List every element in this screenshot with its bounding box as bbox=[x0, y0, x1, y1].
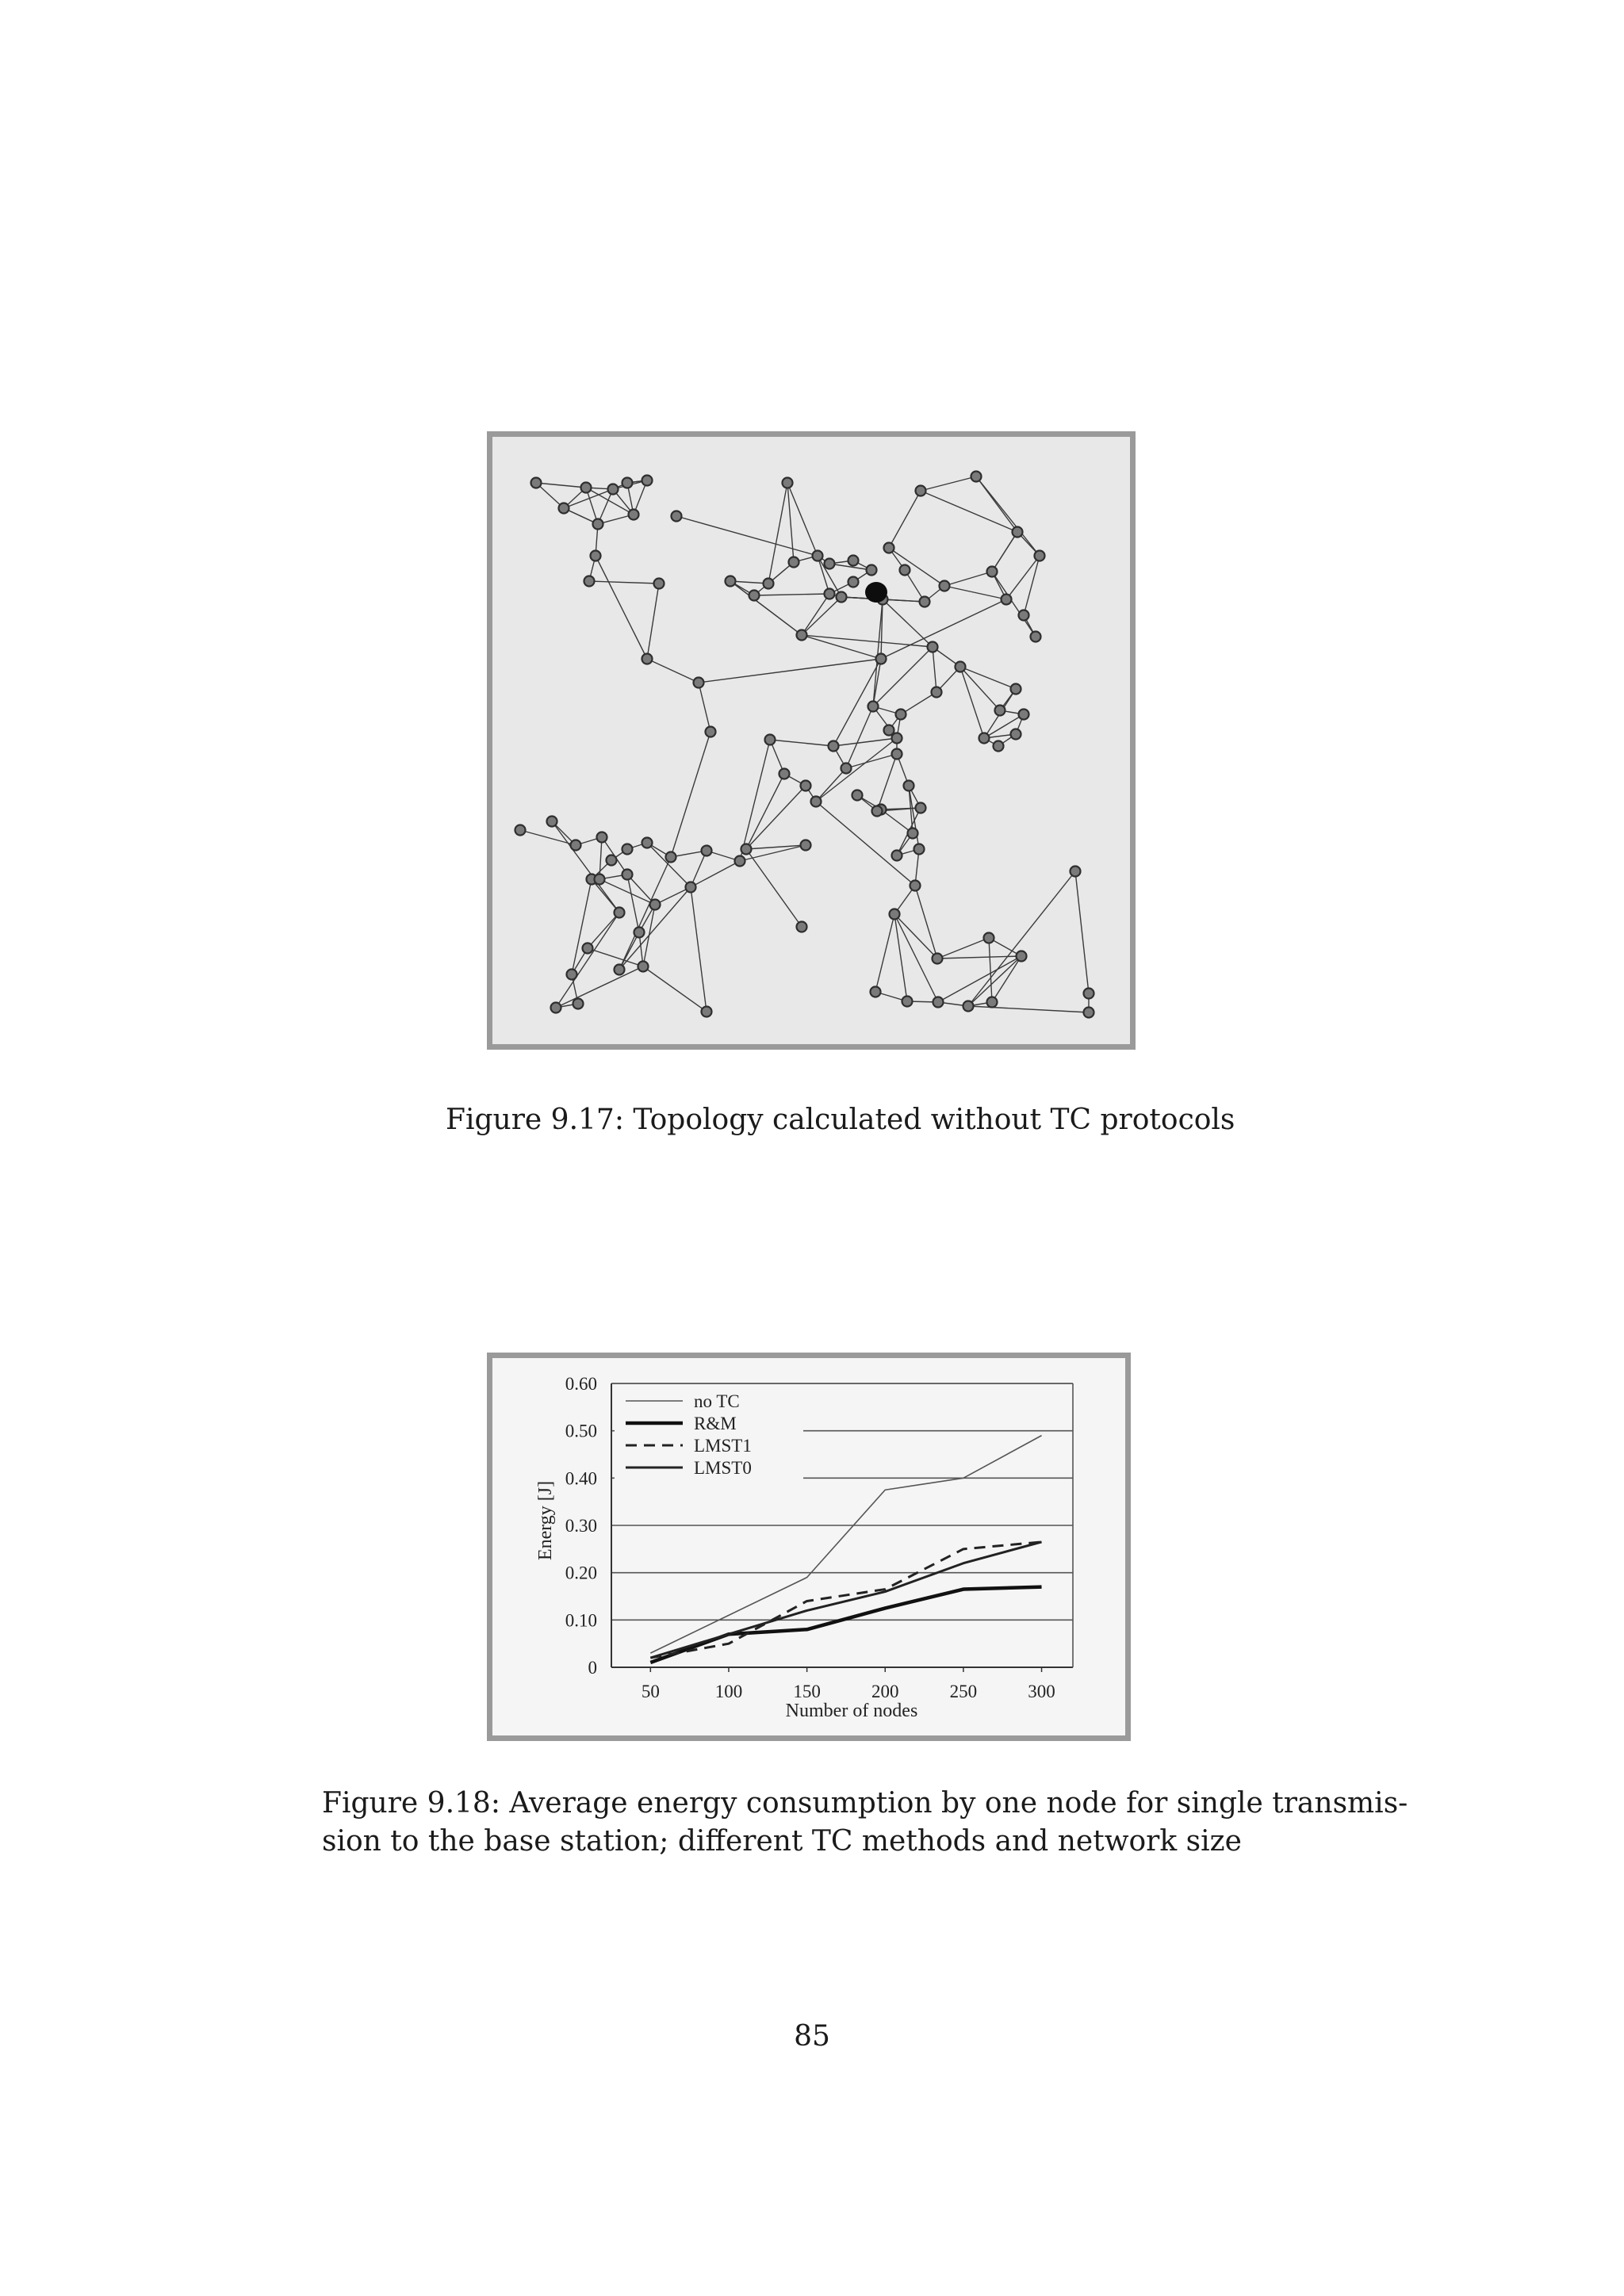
topology-edge bbox=[992, 572, 1036, 637]
topology-edge bbox=[647, 659, 699, 683]
figure-caption-9-18-line1: Figure 9.18: Average energy consumption by one node for single transmis- bbox=[322, 1787, 1408, 1820]
topology-edge bbox=[647, 584, 659, 659]
topology-node bbox=[607, 855, 617, 866]
topology-node bbox=[634, 928, 645, 938]
topology-edge bbox=[746, 786, 806, 849]
topology-node bbox=[900, 565, 910, 576]
topology-edge bbox=[937, 956, 1021, 959]
y-tick-label: 0.40 bbox=[565, 1468, 597, 1489]
y-tick-label: 0.60 bbox=[565, 1374, 597, 1394]
topology-node bbox=[622, 844, 633, 855]
topology-node bbox=[1084, 1008, 1094, 1018]
x-tick-label: 100 bbox=[714, 1682, 743, 1701]
topology-node bbox=[884, 543, 894, 553]
topology-node bbox=[629, 510, 639, 520]
topology-node bbox=[551, 1003, 561, 1013]
topology-edge bbox=[740, 740, 770, 861]
topology-node bbox=[801, 781, 811, 791]
topology-node bbox=[825, 559, 835, 569]
topology-node bbox=[764, 579, 774, 589]
topology-node bbox=[1035, 551, 1045, 561]
topology-node bbox=[848, 556, 859, 566]
topology-node bbox=[920, 597, 930, 607]
topology-edge bbox=[627, 874, 639, 932]
topology-node bbox=[884, 725, 894, 736]
topology-edge bbox=[746, 849, 802, 927]
topology-edge bbox=[944, 586, 1006, 599]
topology-node bbox=[531, 478, 542, 488]
topology-graph bbox=[492, 437, 1130, 1044]
topology-edge bbox=[846, 754, 897, 768]
topology-node bbox=[797, 630, 807, 641]
topology-node bbox=[595, 874, 605, 885]
topology-node bbox=[1031, 632, 1041, 642]
topology-node bbox=[515, 825, 526, 836]
topology-node bbox=[872, 806, 883, 817]
page-number: 85 bbox=[794, 2020, 830, 2053]
topology-node bbox=[797, 922, 807, 932]
topology-edge bbox=[643, 966, 707, 1012]
topology-node bbox=[597, 832, 607, 843]
topology-edge bbox=[599, 879, 655, 905]
topology-edge bbox=[699, 683, 710, 732]
topology-edge bbox=[1075, 871, 1089, 993]
topology-node bbox=[593, 519, 603, 530]
topology-node bbox=[783, 478, 793, 488]
topology-node bbox=[706, 727, 716, 737]
topology-node bbox=[622, 478, 633, 488]
topology-edge bbox=[1024, 556, 1040, 615]
topology-node bbox=[573, 999, 584, 1009]
series-line-lmst0 bbox=[650, 1542, 1041, 1658]
topology-edge bbox=[572, 879, 592, 974]
topology-node bbox=[956, 662, 966, 672]
topology-edge bbox=[599, 837, 602, 879]
topology-node bbox=[702, 846, 712, 856]
topology-node bbox=[686, 882, 696, 893]
x-tick-label: 250 bbox=[949, 1682, 978, 1701]
topology-node bbox=[916, 486, 926, 496]
topology-node bbox=[1013, 527, 1023, 538]
topology-node bbox=[890, 909, 900, 920]
topology-edge bbox=[889, 548, 944, 586]
figure-caption-9-17: Figure 9.17: Topology calculated without TC protocols bbox=[446, 1104, 1235, 1136]
topology-edge bbox=[556, 913, 619, 1008]
topology-node bbox=[868, 702, 879, 712]
topology-node bbox=[789, 557, 799, 568]
topology-edge bbox=[768, 483, 787, 584]
topology-node bbox=[642, 476, 653, 486]
topology-edge bbox=[901, 692, 936, 714]
topology-node bbox=[852, 790, 863, 801]
topology-edge bbox=[921, 476, 976, 491]
topology-node bbox=[1019, 710, 1029, 720]
topology-node bbox=[963, 1001, 974, 1012]
x-tick-label: 300 bbox=[1028, 1682, 1055, 1701]
topology-node bbox=[848, 577, 859, 587]
topology-node bbox=[1017, 951, 1027, 962]
topology-node bbox=[987, 997, 998, 1008]
topology-node bbox=[735, 856, 745, 867]
topology-node bbox=[642, 654, 653, 664]
topology-node bbox=[837, 592, 847, 603]
topology-edge bbox=[699, 659, 881, 683]
topology-node bbox=[987, 567, 998, 577]
legend-label: LMST1 bbox=[694, 1436, 752, 1456]
topology-edge bbox=[889, 491, 921, 548]
topology-edge bbox=[730, 581, 802, 635]
topology-node bbox=[1011, 729, 1021, 740]
topology-node bbox=[902, 997, 913, 1007]
topology-node bbox=[933, 997, 944, 1008]
topology-node bbox=[984, 933, 994, 943]
legend-label: R&M bbox=[694, 1414, 737, 1433]
figure-caption-9-18-line2: sion to the base station; different TC methods and network size bbox=[322, 1825, 1242, 1858]
x-tick-label: 50 bbox=[641, 1682, 660, 1701]
topology-node bbox=[811, 797, 822, 807]
topology-node bbox=[559, 503, 569, 514]
topology-node bbox=[608, 484, 619, 495]
topology-edge bbox=[877, 754, 897, 811]
topology-edge bbox=[992, 532, 1017, 572]
y-tick-label: 0.50 bbox=[565, 1421, 597, 1441]
topology-node bbox=[642, 838, 653, 848]
topology-edge bbox=[881, 599, 1006, 659]
topology-edge bbox=[921, 491, 1017, 532]
topology-edge bbox=[536, 483, 586, 488]
topology-node bbox=[1071, 867, 1081, 877]
topology-node bbox=[916, 803, 926, 813]
topology-node bbox=[672, 511, 682, 522]
topology-edge bbox=[691, 887, 707, 1012]
topology-node bbox=[892, 749, 902, 760]
topology-edge bbox=[960, 667, 984, 738]
topology-edge bbox=[589, 581, 659, 584]
topology-edge bbox=[960, 667, 1000, 710]
topology-edge bbox=[676, 516, 818, 556]
topology-edge bbox=[596, 556, 647, 659]
y-axis-label: Energy [J] bbox=[535, 1480, 556, 1561]
x-tick-label: 200 bbox=[871, 1682, 899, 1701]
y-tick-label: 0 bbox=[588, 1658, 597, 1678]
topology-edge bbox=[802, 597, 841, 635]
topology-node bbox=[892, 733, 902, 744]
topology-node bbox=[801, 840, 811, 851]
topology-node bbox=[928, 642, 938, 652]
topology-node bbox=[829, 741, 839, 752]
topology-node bbox=[813, 551, 823, 561]
topology-edge bbox=[937, 938, 989, 959]
topology-edge bbox=[976, 476, 1040, 556]
topology-node bbox=[896, 710, 906, 720]
topology-edge bbox=[647, 843, 691, 887]
topology-node bbox=[979, 733, 990, 744]
energy-line-chart bbox=[492, 1358, 1125, 1735]
topology-node bbox=[994, 741, 1004, 752]
y-tick-label: 0.10 bbox=[565, 1610, 597, 1631]
topology-edge bbox=[816, 802, 915, 886]
topology-node bbox=[765, 735, 776, 745]
topology-node bbox=[622, 870, 633, 880]
base-station-node bbox=[865, 582, 887, 603]
x-tick-label: 150 bbox=[793, 1682, 821, 1701]
topology-node bbox=[583, 943, 593, 954]
topology-node bbox=[571, 840, 581, 851]
topology-edge bbox=[933, 647, 936, 692]
topology-node bbox=[615, 908, 625, 918]
topology-node bbox=[995, 706, 1005, 716]
topology-node bbox=[741, 844, 752, 855]
topology-node bbox=[871, 987, 881, 997]
topology-node bbox=[694, 678, 704, 688]
topology-edge bbox=[989, 938, 992, 1002]
topology-node bbox=[726, 576, 736, 587]
topology-node bbox=[914, 844, 925, 855]
topology-edge bbox=[754, 594, 829, 595]
topology-edge bbox=[552, 821, 619, 913]
topology-node bbox=[904, 781, 914, 791]
topology-node bbox=[1019, 610, 1029, 621]
topology-node bbox=[702, 1007, 712, 1017]
topology-node bbox=[1011, 684, 1021, 695]
topology-node bbox=[1002, 595, 1012, 605]
topology-edge bbox=[1006, 556, 1040, 599]
topology-edge bbox=[816, 768, 846, 802]
topology-edge bbox=[944, 572, 992, 586]
topology-node bbox=[933, 954, 943, 964]
topology-node bbox=[591, 551, 601, 561]
topology-figure bbox=[487, 431, 1136, 1050]
topology-node bbox=[779, 769, 790, 779]
topology-node bbox=[932, 687, 942, 698]
topology-edge bbox=[802, 594, 829, 635]
topology-edge bbox=[588, 913, 619, 948]
topology-node bbox=[908, 828, 918, 839]
y-tick-label: 0.20 bbox=[565, 1563, 597, 1583]
topology-node bbox=[638, 962, 649, 972]
topology-node bbox=[825, 589, 835, 599]
topology-node bbox=[547, 817, 557, 827]
topology-node bbox=[910, 881, 921, 891]
topology-edge bbox=[875, 914, 894, 992]
topology-node bbox=[584, 576, 595, 587]
topology-node bbox=[666, 852, 676, 863]
topology-edge bbox=[968, 1006, 1089, 1012]
topology-node bbox=[615, 965, 625, 975]
topology-edge bbox=[671, 732, 710, 857]
topology-edge bbox=[960, 667, 1016, 689]
topology-edge bbox=[770, 740, 833, 746]
topology-edge bbox=[520, 830, 576, 845]
topology-node bbox=[749, 591, 760, 601]
legend-label: no TC bbox=[694, 1391, 740, 1411]
topology-edge bbox=[691, 861, 740, 887]
topology-node bbox=[876, 654, 887, 664]
topology-node bbox=[1084, 989, 1094, 999]
topology-node bbox=[581, 483, 592, 493]
topology-edge bbox=[833, 738, 897, 746]
y-tick-label: 0.30 bbox=[565, 1516, 597, 1536]
topology-node bbox=[567, 970, 577, 980]
x-axis-label: Number of nodes bbox=[785, 1701, 918, 1721]
legend-label: LMST0 bbox=[694, 1458, 752, 1478]
topology-node bbox=[841, 763, 852, 774]
topology-edge bbox=[883, 599, 925, 602]
topology-node bbox=[940, 581, 950, 591]
topology-node bbox=[971, 472, 982, 482]
topology-node bbox=[867, 565, 877, 576]
topology-node bbox=[654, 579, 665, 589]
topology-node bbox=[650, 900, 661, 910]
energy-chart-figure bbox=[487, 1353, 1131, 1741]
topology-node bbox=[892, 851, 902, 861]
